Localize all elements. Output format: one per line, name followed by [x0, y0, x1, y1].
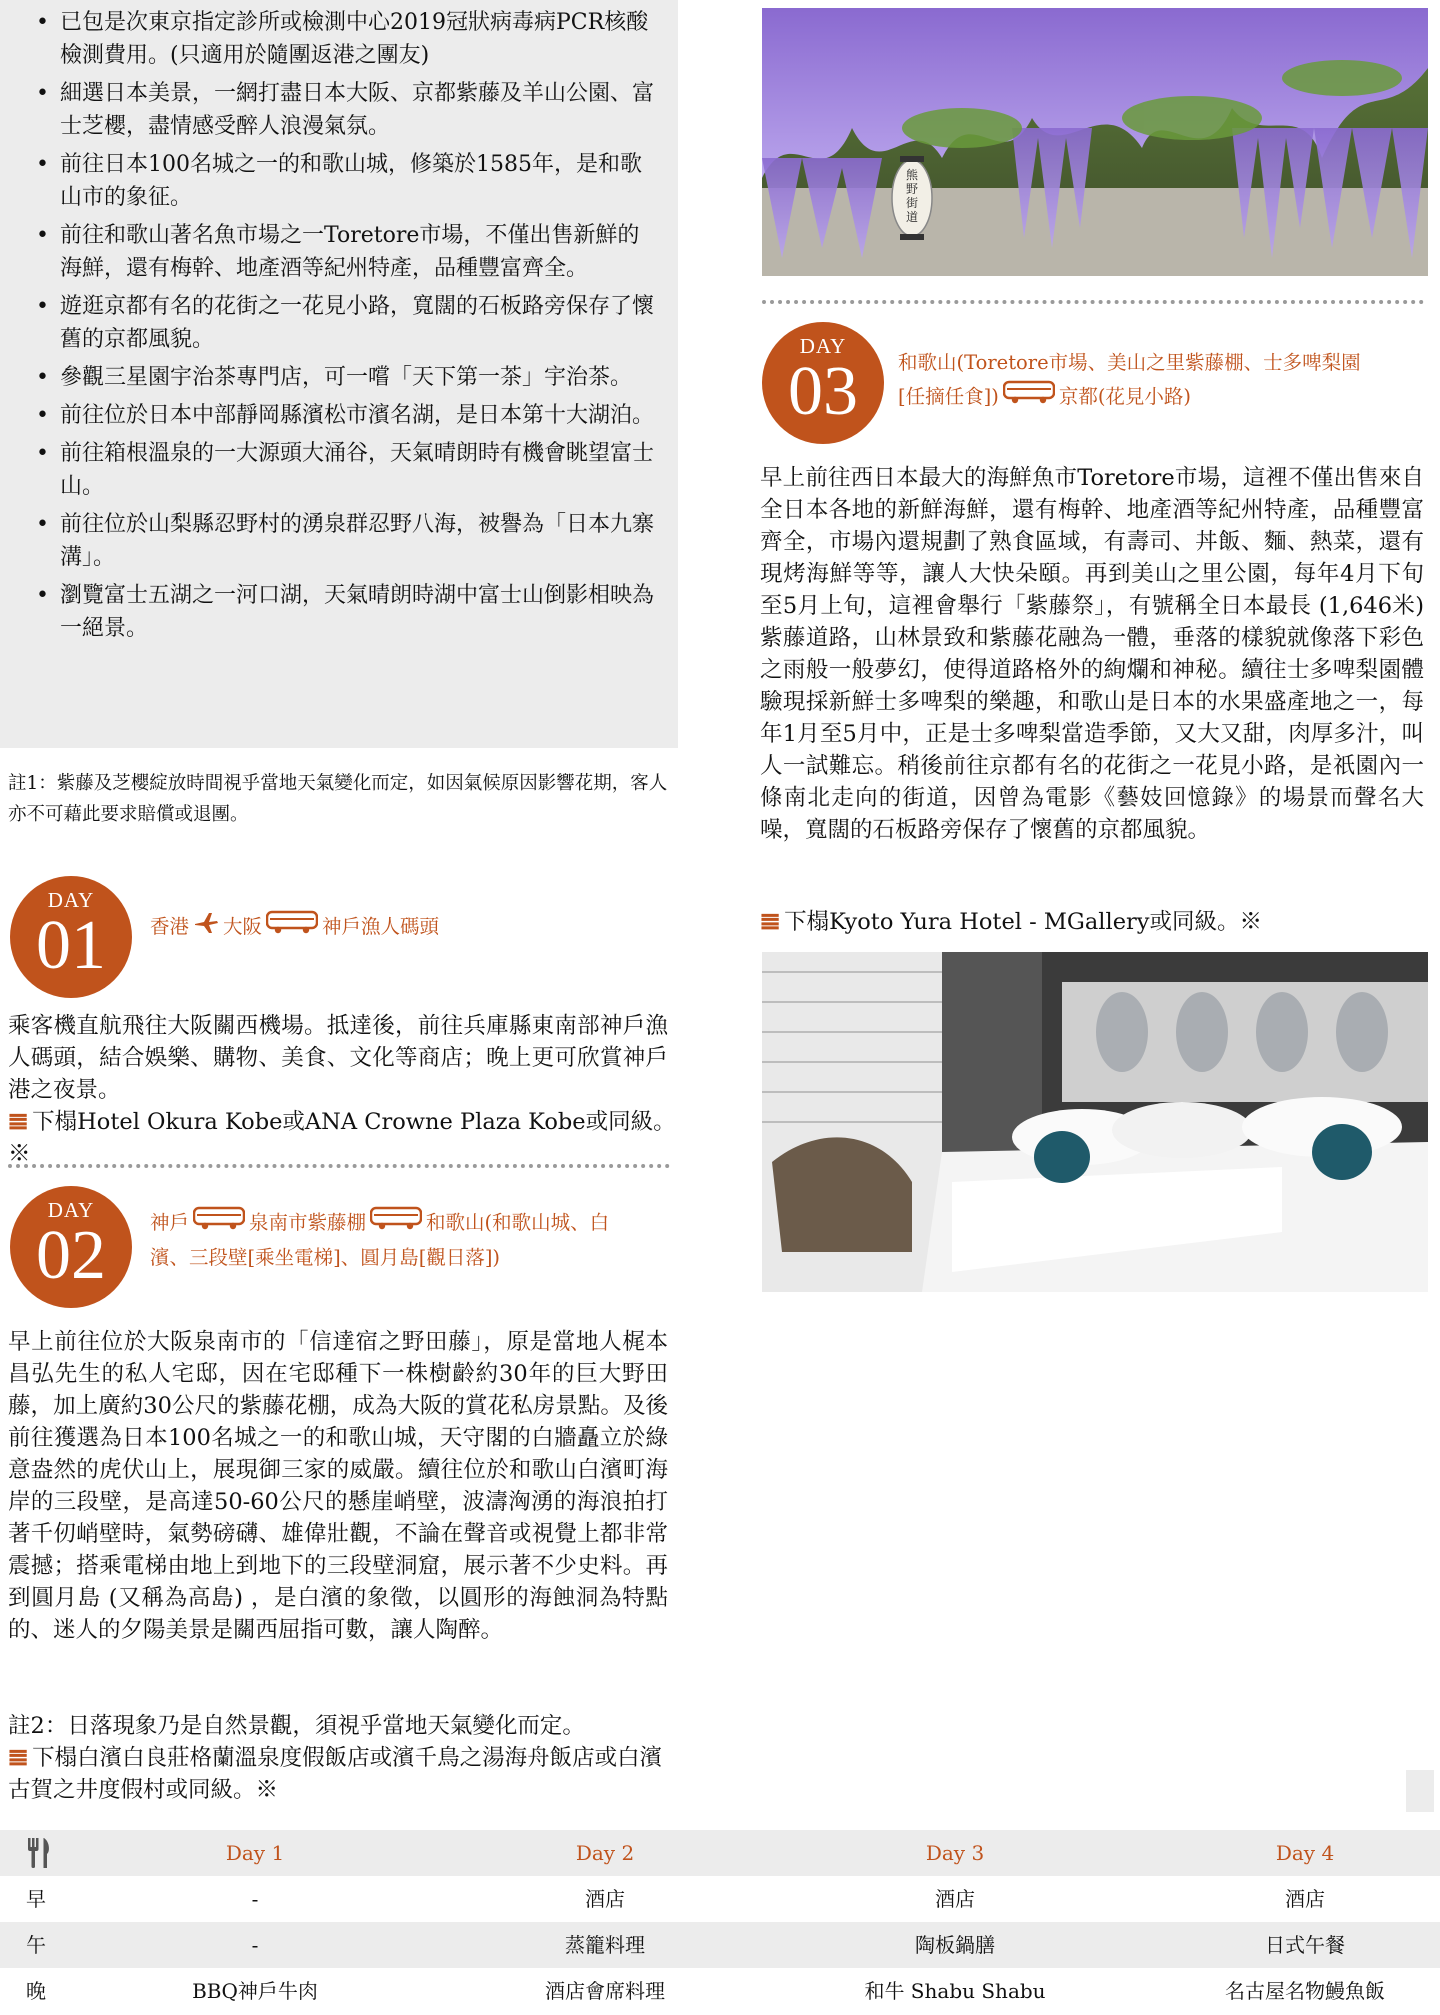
day-label: DAY [47, 1198, 95, 1222]
meal-cell: 陶板鍋膳 [915, 1933, 995, 1957]
route-stop: 大阪 [223, 915, 263, 938]
meal-cell: 蒸籠料理 [565, 1933, 645, 1957]
meal-label: 晚 [26, 1979, 46, 2003]
day2-badge [10, 1186, 132, 1308]
highlights-panel [0, 0, 678, 748]
bus-icon [1003, 380, 1055, 415]
bed-icon: 𝌆 [760, 909, 781, 935]
meal-cell: 和牛 Shabu Shabu [864, 1979, 1046, 2003]
divider [8, 1164, 670, 1168]
meal-cell: - [251, 1933, 259, 1957]
meal-cell: BBQ神戶牛肉 [192, 1979, 318, 2003]
hotel-text: 下榻白濱白良莊格蘭溫泉度假飯店或濱千鳥之湯海舟飯店或白濱古賀之井度假村或同級。※ [8, 1745, 663, 1803]
day-number: 01 [36, 907, 106, 984]
bus-icon [370, 1206, 422, 1241]
meal-cell: 日式午餐 [1265, 1933, 1345, 1957]
meal-row-lunch [0, 1922, 1440, 1968]
route-stop: 和歌山(Toretore市場、美山之里紫藤棚、士多啤梨園 [898, 351, 1361, 374]
highlight-item: • 瀏覽富士五湖之一河口湖，天氣晴朗時湖中富士山倒影相映為一絕景。 [22, 579, 656, 645]
day3-badge [762, 322, 884, 444]
day1-description: 乘客機直航飛往大阪關西機場。抵達後，前往兵庫縣東南部神戶漁人碼頭，結合娛樂、購物、美食、文化等商店；晚上更可欣賞神戶港之夜景。 [8, 1013, 668, 1103]
day3-description: 早上前往西日本最大的海鮮魚市Toretore市場，這裡不僅出售來自全日本各地的新鮮海鮮，還有梅幹、地產酒等紀州特產，品種豐富齊全，市場內還規劃了熟食區域，有壽司、丼飯、麵、熱菜，還有現烤海鮮等等，讓人大快朵頤。再到美山之里公園，每年4月下旬至5月上旬，這裡會舉行「紫藤祭」，有號稱全日本最長 (1,646米) 紫藤道路，山林景致和紫藤花融為一體，垂落的樣貌就像落下彩色之雨般一般夢幻，使得道路格外的絢爛和神秘。續往士多啤梨園體驗現採新鮮士多啤梨的樂趣，和歌山是日本的水果盛產地之一，每年1月至5月中，正是士多啤梨當造季節，又大又甜，肉厚多汁，叫人一試難忘。稍後前往京都有名的花街之一花見小路，是祇園內一條南北走向的街道，因曾為電影《藝妓回憶錄》的場景而聲名大噪，寬闊的石板路旁保存了懷舊的京都風貌。 [760, 465, 1424, 843]
meal-cell: 酒店會席料理 [545, 1979, 665, 2003]
route-stop: 神戶 [150, 1211, 190, 1234]
day3-hotel [760, 906, 1430, 938]
highlight-item: • 已包是次東京指定診所或檢測中心2019冠狀病毒病PCR核酸檢測費用。(只適用於隨團返港之團友) [22, 6, 656, 72]
day1-route [150, 910, 670, 945]
highlight-item: • 參觀三星園宇治茶專門店，可一嚐「天下第一茶」宇治茶。 [22, 361, 656, 394]
route-stop: [任摘任食]) [898, 385, 999, 408]
highlights-list [22, 6, 656, 645]
meal-table [0, 1830, 1440, 2014]
day3-route [898, 346, 1428, 415]
route-stop: 京都(花見小路) [1058, 385, 1192, 408]
meal-cell: 酒店 [1285, 1887, 1325, 1911]
highlight-item: • 前往位於山梨縣忍野村的湧泉群忍野八海，被譽為「日本九寨溝」。 [22, 508, 656, 574]
meal-col-day3: Day 3 [925, 1841, 985, 1865]
day2-note: 註2：日落現象乃是自然景觀，須視乎當地天氣變化而定。 [8, 1713, 585, 1739]
day2-route [150, 1206, 678, 1275]
bus-icon [193, 1206, 245, 1241]
meal-col-day4: Day 4 [1275, 1841, 1335, 1865]
meal-cell: 酒店 [585, 1887, 625, 1911]
hotel-text: 下榻Kyoto Yura Hotel - MGallery或同級。※ [784, 909, 1262, 935]
wisteria-photo [762, 8, 1428, 276]
bed-icon: 𝌆 [8, 1109, 29, 1135]
day-number: 03 [788, 353, 858, 430]
highlight-item: • 前往和歌山著名魚市場之一Toretore市場，不僅出售新鮮的海鮮，還有梅幹、地產酒等紀州特產，品種豐富齊全。 [22, 219, 656, 285]
meal-cell: - [251, 1887, 259, 1911]
airplane-icon [193, 911, 219, 945]
meal-label: 早 [26, 1887, 46, 1911]
day2-description: 早上前往位於大阪泉南市的「信達宿之野田藤」，原是當地人梶本昌弘先生的私人宅邸，因在宅邸種下一株樹齡約30年的巨大野田藤，加上廣約30公尺的紫藤花棚，成為大阪的賞花私房景點。及後前往獲選為日本100名城之一的和歌山城，天守閣的白牆矗立於綠意盎然的虎伏山上，展現御三家的威嚴。續往位於和歌山白濱町海岸的三段壁，是高達50-60公尺的懸崖峭壁，波濤洶湧的海浪拍打著千仞峭壁時，氣勢磅礴、雄偉壯觀，不論在聲音或視覺上都非常震撼；搭乘電梯由地上到地下的三段壁洞窟，展示著不少史料。再到圓月島 (又稱為高島) ，是白濱的象徵，以圓形的海蝕洞為特點的、迷人的夕陽美景是關西屈指可數，讓人陶醉。 [8, 1329, 668, 1643]
route-stop: 濱、三段壁[乘坐電梯]、圓月島[觀日落]) [150, 1246, 501, 1269]
meal-row-breakfast [0, 1876, 1440, 1922]
page-tab [1406, 1770, 1434, 1812]
hotel-room-photo [762, 952, 1428, 1292]
day-label: DAY [47, 888, 95, 912]
meal-cell: 名古屋名物鰻魚飯 [1225, 1979, 1385, 2003]
highlight-item: • 前往箱根溫泉的一大源頭大涌谷，天氣晴朗時有機會眺望富士山。 [22, 437, 656, 503]
meal-label: 午 [26, 1933, 46, 1957]
day-number: 02 [36, 1217, 106, 1294]
lantern-text: 熊野街道 [906, 168, 919, 224]
meal-table-header [0, 1830, 1440, 1876]
meal-col-day1: Day 1 [225, 1841, 285, 1865]
meal-cell: 酒店 [935, 1887, 975, 1911]
day-label: DAY [799, 334, 847, 358]
highlight-item: • 前往位於日本中部靜岡縣濱松市濱名湖，是日本第十大湖泊。 [22, 399, 656, 432]
hotel-text: 下榻Hotel Okura Kobe或ANA Crowne Plaza Kobe或同級。※ [8, 1109, 676, 1167]
route-stop: 和歌山(和歌山城、白 [426, 1211, 610, 1234]
day1-hotel [8, 1106, 678, 1170]
meal-row-dinner [0, 1968, 1440, 2014]
day2-hotel [8, 1742, 678, 1806]
note-flower-season: 註1：紫藤及芝櫻綻放時間視乎當地天氣變化而定，如因氣候原因影響花期，客人亦不可藉此要求賠償或退團。 [8, 773, 668, 825]
highlight-item: • 遊逛京都有名的花街之一花見小路，寬闊的石板路旁保存了懷舊的京都風貌。 [22, 290, 656, 356]
day1-badge [10, 876, 132, 998]
bus-icon [266, 910, 318, 945]
fork-knife-icon [26, 1830, 86, 1876]
route-stop: 神戶漁人碼頭 [322, 915, 440, 938]
meal-col-day2: Day 2 [575, 1841, 635, 1865]
divider [762, 300, 1424, 304]
route-stop: 香港 [150, 915, 190, 938]
highlight-item: • 前往日本100名城之一的和歌山城，修築於1585年，是和歌山市的象征。 [22, 148, 656, 214]
bed-icon: 𝌆 [8, 1745, 29, 1771]
highlight-item: • 細選日本美景，一網打盡日本大阪、京都紫藤及羊山公園、富士芝櫻，盡情感受醉人浪漫氣氛。 [22, 77, 656, 143]
route-stop: 泉南市紫藤棚 [249, 1211, 367, 1234]
